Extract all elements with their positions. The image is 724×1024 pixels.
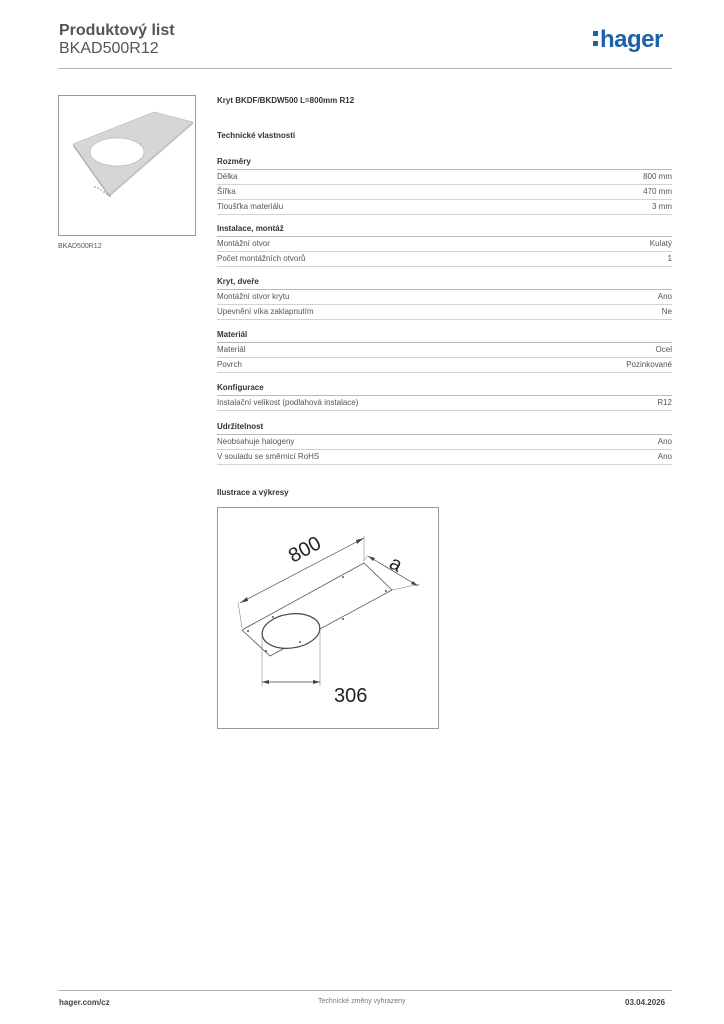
section-sustainability bbox=[217, 420, 672, 465]
section-title: Kryt, dveře bbox=[217, 275, 672, 290]
spec-row bbox=[217, 200, 672, 215]
section-installation bbox=[217, 222, 672, 267]
dim-hole-label: 306 bbox=[334, 685, 368, 707]
product-code: BKAD500R12 bbox=[59, 40, 159, 57]
cover-plate-icon bbox=[59, 96, 195, 235]
spec-label: Montážní otvor krytu bbox=[217, 292, 290, 301]
tech-properties-heading: Technické vlastnosti bbox=[217, 131, 296, 140]
section-material bbox=[217, 328, 672, 373]
product-image bbox=[58, 95, 196, 236]
spec-value: 3 mm bbox=[652, 202, 672, 211]
spec-value: 800 mm bbox=[643, 172, 672, 181]
logo-dots-icon bbox=[593, 26, 598, 46]
spec-label: Neobsahuje halogeny bbox=[217, 437, 295, 446]
section-title: Rozměry bbox=[217, 155, 672, 170]
section-title: Instalace, montáž bbox=[217, 222, 672, 237]
spec-value: 470 mm bbox=[643, 187, 672, 196]
spec-row bbox=[217, 396, 672, 411]
spec-row bbox=[217, 450, 672, 465]
spec-row bbox=[217, 435, 672, 450]
spec-label: V souladu se směrnicí RoHS bbox=[217, 452, 320, 461]
spec-value: Pozinkované bbox=[626, 360, 672, 369]
section-cover-door bbox=[217, 275, 672, 320]
spec-label: Upevnění víka zaklapnutím bbox=[217, 307, 314, 316]
image-caption: BKAD500R12 bbox=[58, 243, 102, 250]
spec-row bbox=[217, 252, 672, 267]
spec-label: Šířka bbox=[217, 187, 236, 196]
page-title: Produktový list bbox=[59, 22, 175, 39]
footer-date: 03.04.2026 bbox=[625, 998, 666, 1007]
spec-value: Ocel bbox=[655, 345, 672, 354]
spec-row bbox=[217, 237, 672, 252]
illustrations-heading: Ilustrace a výkresy bbox=[217, 488, 289, 497]
hager-logo[interactable] bbox=[593, 26, 663, 54]
spec-label: Materiál bbox=[217, 345, 246, 354]
footer-disclaimer: Technické změny vyhrazeny bbox=[318, 998, 406, 1005]
spec-label: Počet montážních otvorů bbox=[217, 254, 306, 263]
spec-row bbox=[217, 185, 672, 200]
footer-divider bbox=[58, 990, 672, 991]
spec-row bbox=[217, 343, 672, 358]
product-name: Kryt BKDF/BKDW500 L=800mm R12 bbox=[217, 96, 355, 105]
footer-website-link[interactable]: hager.com/cz bbox=[59, 998, 110, 1007]
section-title: Materiál bbox=[217, 328, 672, 343]
section-dimensions bbox=[217, 155, 672, 215]
logo-text: hager bbox=[600, 26, 663, 53]
spec-value: Ano bbox=[657, 292, 672, 301]
section-configuration bbox=[217, 381, 672, 411]
spec-label: Montážní otvor bbox=[217, 239, 270, 248]
spec-label: Povrch bbox=[217, 360, 242, 369]
technical-drawing bbox=[217, 507, 439, 729]
header-divider bbox=[58, 68, 672, 69]
dimension-drawing-icon bbox=[218, 508, 438, 728]
spec-row bbox=[217, 358, 672, 373]
dim-width-label: a bbox=[385, 551, 406, 577]
section-title: Udržitelnost bbox=[217, 420, 672, 435]
spec-row bbox=[217, 290, 672, 305]
spec-label: Délka bbox=[217, 172, 238, 181]
spec-value: 1 bbox=[667, 254, 672, 263]
spec-row bbox=[217, 170, 672, 185]
spec-value: Kulatý bbox=[649, 239, 672, 248]
spec-value: Ne bbox=[661, 307, 672, 316]
spec-value: R12 bbox=[657, 398, 672, 407]
dim-length-label: 800 bbox=[285, 532, 325, 568]
spec-label: Instalační velikost (podlahová instalace) bbox=[217, 398, 359, 407]
spec-value: Ano bbox=[657, 437, 672, 446]
spec-label: Tloušťka materiálu bbox=[217, 202, 284, 211]
spec-value: Ano bbox=[657, 452, 672, 461]
section-title: Konfigurace bbox=[217, 381, 672, 396]
spec-row bbox=[217, 305, 672, 320]
